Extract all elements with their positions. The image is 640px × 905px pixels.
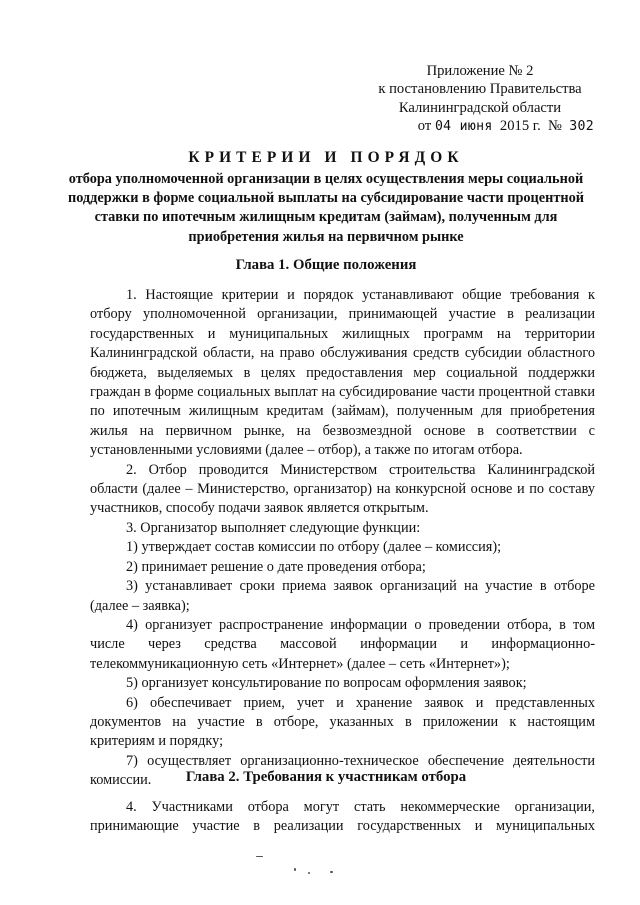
appendix-line-1: Приложение № 2 <box>426 63 534 79</box>
function-item-4: 4) организует распространение информации о проведении отбора, в том числе через средства массовой информации и информационно-телекоммуникационную сеть «Интернет» (далее – сеть «Интернет»); <box>90 616 595 672</box>
appendix-line-2: к постановлению Правительства <box>378 81 582 98</box>
scan-speck <box>256 856 263 857</box>
document-title-block <box>60 148 592 247</box>
appendix-line-3: Калининградской области <box>398 99 562 116</box>
appendix-header <box>360 62 600 137</box>
function-item-7: 7) осуществляет организационно-техническое обеспечение деятельности комиссии. <box>90 752 595 789</box>
scan-speck <box>330 871 333 873</box>
number-prefix: № <box>548 118 562 135</box>
function-item-2: 2) принимает решение о дате проведения отбора; <box>126 558 426 575</box>
chapter-2-body <box>90 798 595 837</box>
paragraph-2: 2. Отбор проводится Министерством строительства Калининградской области (далее – Министерство, организатор) на конкурсной основе и по составу участников, способу подачи заявок является открытым. <box>90 461 595 517</box>
function-item-3: 3) устанавливает сроки приема заявок организаций на участие в отборе (далее – заявка); <box>90 578 595 614</box>
scan-speck <box>308 872 310 874</box>
chapter-1-body <box>90 286 595 791</box>
date-day-month: 04 июня <box>434 119 493 135</box>
scan-artifacts <box>250 852 370 882</box>
document-title: КРИТЕРИИ И ПОРЯДОК <box>188 149 464 166</box>
paragraph-3: 3. Организатор выполняет следующие функции: <box>126 519 421 536</box>
document-subtitle: отбора уполномоченной организации в целях осуществления меры социальной поддержки в форме социальной выплаты на субсидирование части процентной ставки по ипотечным жилищным кредитам (займам), полученным для приобретения жилья на первичном рынке <box>67 171 585 245</box>
date-year: 2015 г. <box>499 118 541 135</box>
function-item-1: 1) утверждает состав комиссии по отбору (далее – комиссия); <box>126 539 502 556</box>
chapter-1-heading: Глава 1. Общие положения <box>235 257 417 273</box>
paragraph-1: 1. Настоящие критерии и порядок устанавливают общие требования к отбору уполномоченной организации, принимающей участие в реализации государственных и муниципальных жилищных программ на территории Калининградской области, на право обслуживания средств субсидии областного бюджета, выделяемых в целях предоставления мер социальной поддержки граждан в форме социальных выплат на субсидирование части процентной ставки по ипотечным жилищным кредитам (займам), полученным для приобретения жилья на первичном рынке, на безвозмездной основе в соответствии с установленными условиями (далее – отбор), а также по итогам отбора. <box>90 287 595 459</box>
appendix-date-line <box>360 117 600 136</box>
resolution-number: 302 <box>569 119 594 135</box>
scan-speck <box>294 868 296 871</box>
chapter-2-heading: Глава 2. Требования к участникам отбора <box>185 769 467 785</box>
date-prefix: от <box>417 118 432 135</box>
paragraph-4: 4. Участниками отбора могут стать некоммерческие организации, принимающие участие в реализации государственных и муниципальных <box>90 799 595 835</box>
function-item-6: 6) обеспечивает прием, учет и хранение заявок и представленных документов на участие в отборе, указанных в приложении к настоящим критериям и порядку; <box>90 694 595 750</box>
function-item-5: 5) организует консультирование по вопросам оформления заявок; <box>126 675 527 692</box>
